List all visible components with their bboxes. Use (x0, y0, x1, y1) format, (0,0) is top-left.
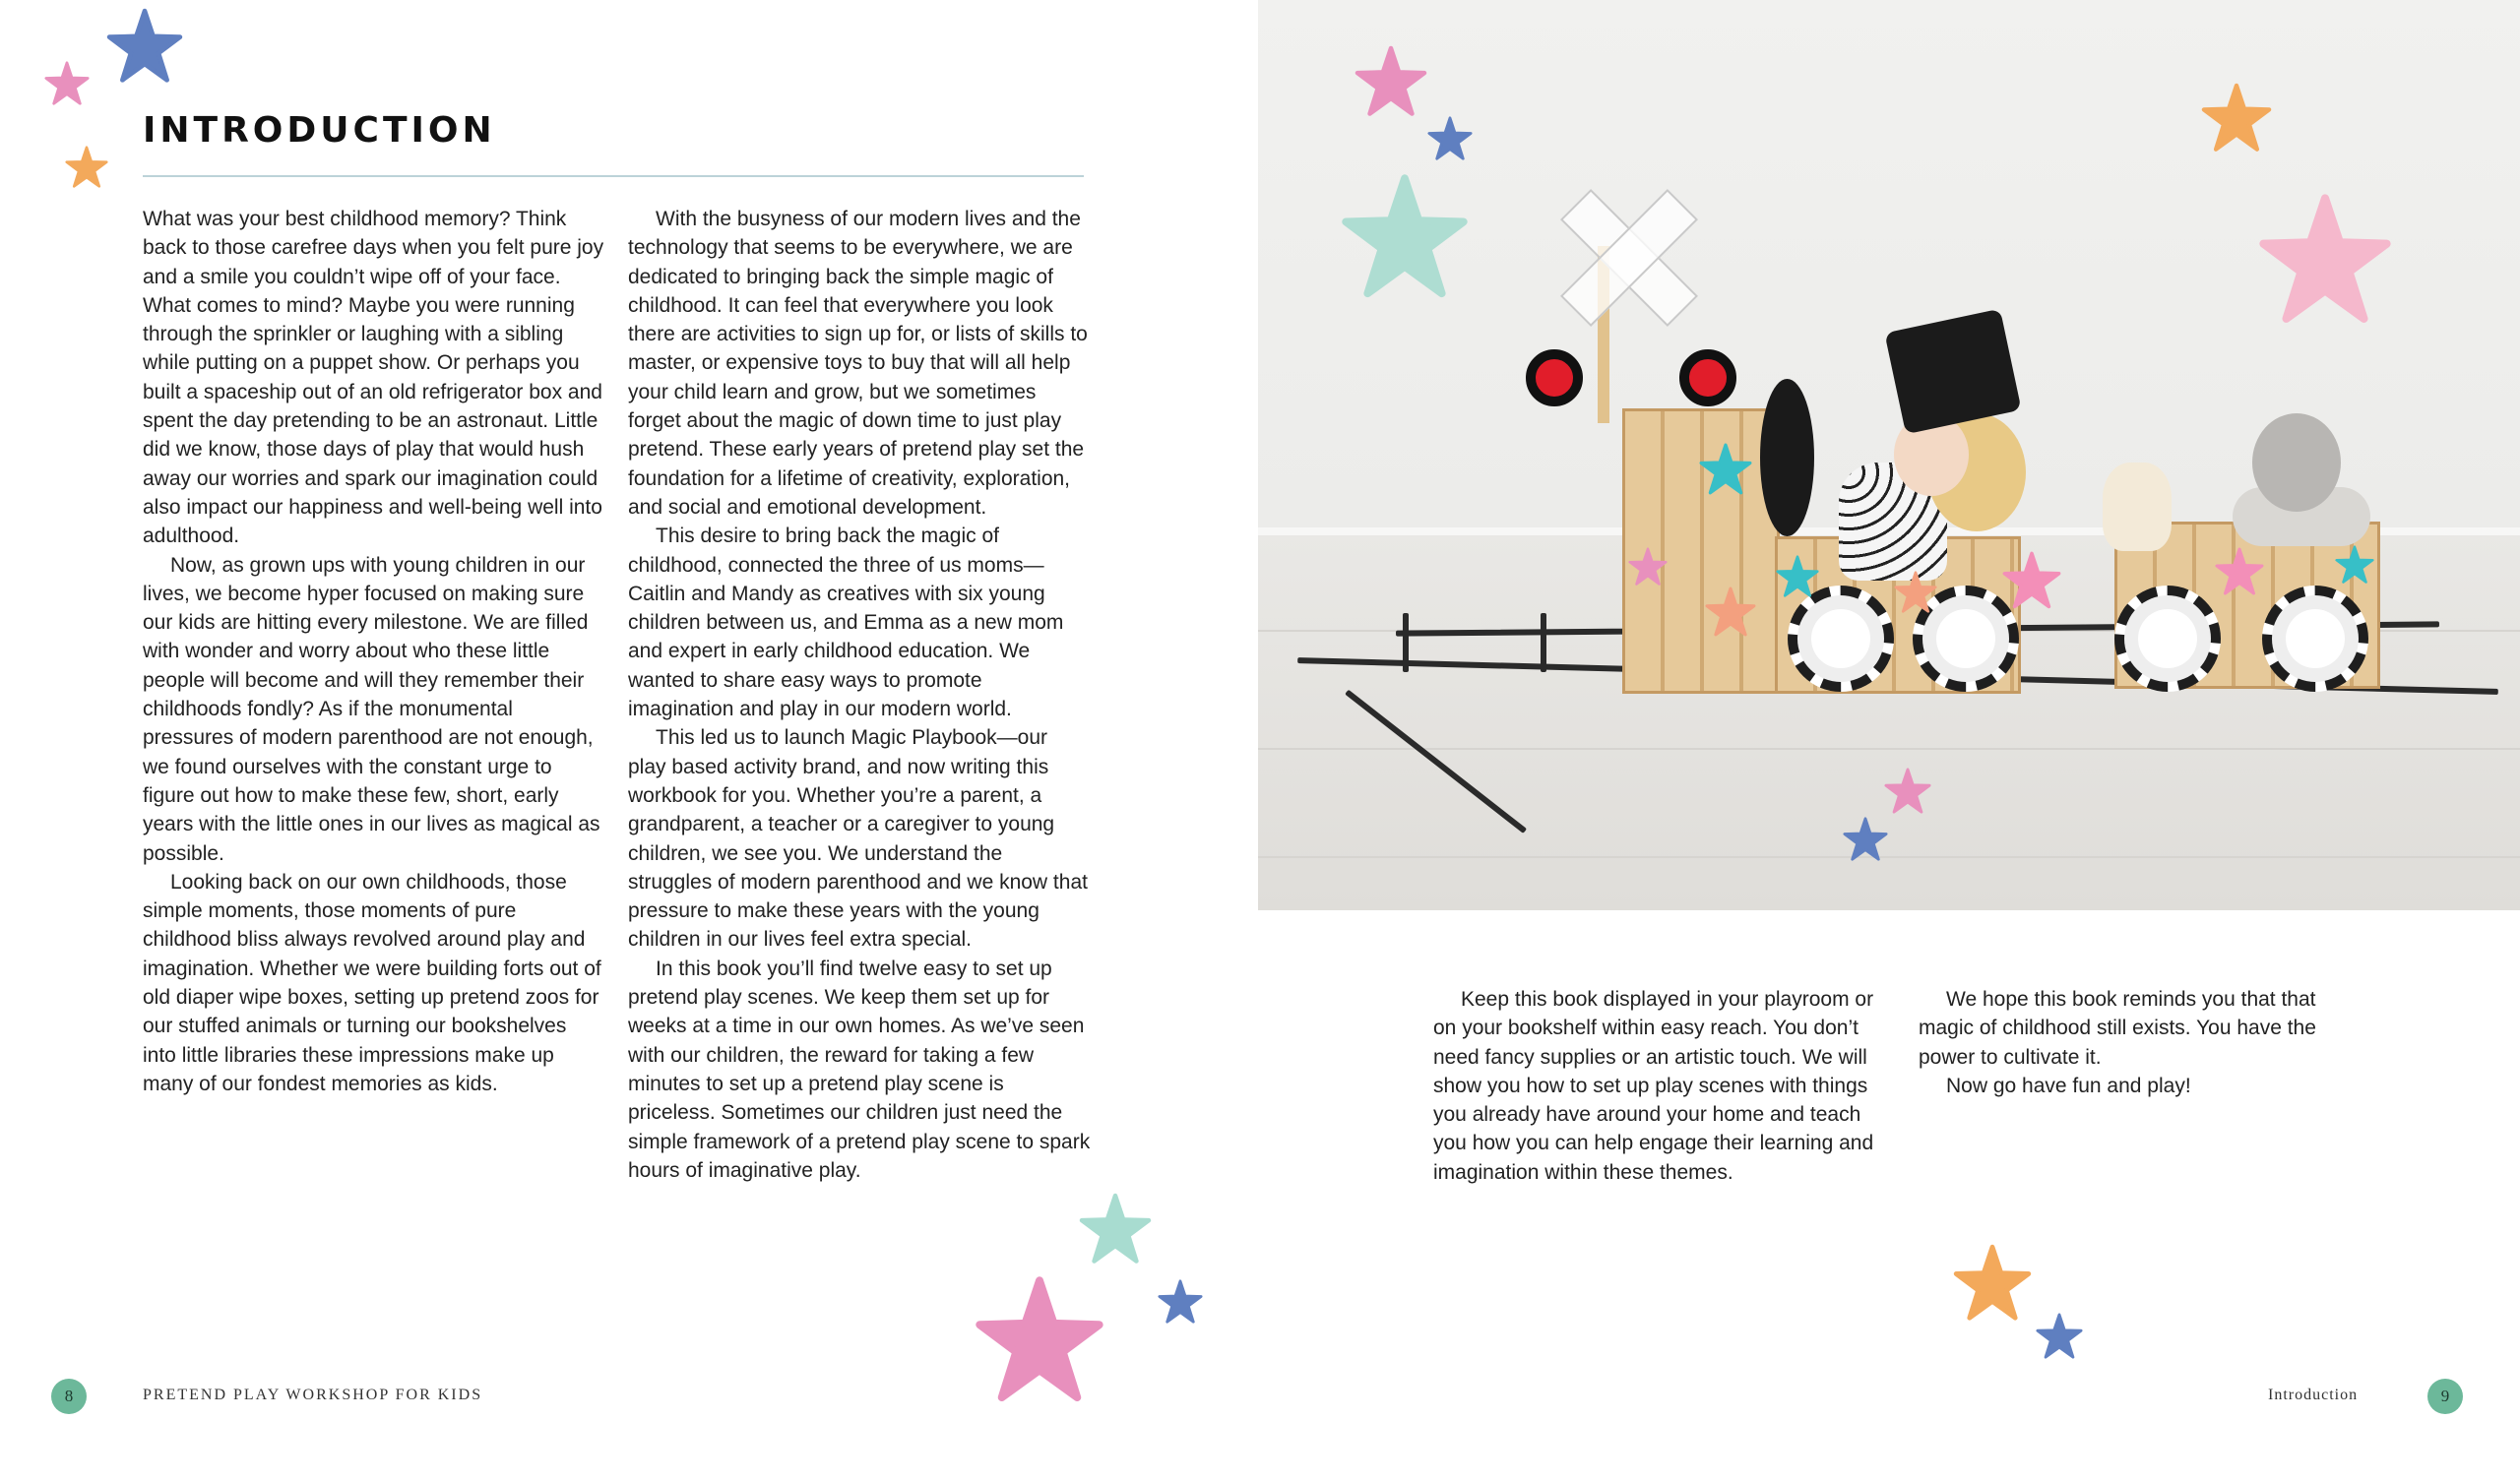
paragraph: What was your best childhood memory? Think back to those carefree days when you felt pure joy and a smile you couldn’t wipe off of your face. What comes to mind? Maybe you were running through the sprinkler or laughing with a sibling while putting on a puppet show. Or perhaps you built a spaceship out of an old refrigerator box and spent the day pretending to be an astronaut. Little did we know, those days of play that would hush away our worries and spark our imagination could also impact our happiness and well-being well into adulthood. (143, 208, 604, 548)
text-column-2 (628, 205, 1091, 1185)
toy-koala (2252, 413, 2341, 512)
star-icon (1953, 1244, 2032, 1323)
title-divider (143, 175, 1084, 177)
star-icon (1705, 587, 1756, 638)
steering-pan (1760, 379, 1814, 536)
text-column-1 (143, 205, 605, 1098)
star-icon (1158, 1279, 1203, 1325)
red-light (1679, 349, 1736, 406)
red-light (1526, 349, 1583, 406)
left-page (0, 0, 1258, 1482)
paragraph: Keep this book displayed in your playroom or on your bookshelf within easy reach. You don’t need fancy supplies or an artistic touch. We will show you how to set up play scenes with things you already have around your home and teach you how you can help engage their learning and imagination within these themes. (1433, 988, 1874, 1184)
page-title: INTRODUCTION (143, 110, 496, 151)
text-column-4 (1919, 985, 2352, 1100)
tape-sleeper (1541, 613, 1546, 672)
star-icon (2258, 193, 2392, 327)
running-footer-right: Introduction (2268, 1387, 2359, 1403)
star-icon (2002, 551, 2061, 610)
paragraph: This desire to bring back the magic of childhood, connected the three of us moms—Caitlin and Mandy as creatives with six young children between us, and Emma as a new mom and expert in early childhood education. We wanted to share easy ways to promote imagination and play in our modern world. (628, 525, 1064, 721)
star-icon (1699, 443, 1752, 496)
star-icon (1843, 817, 1888, 862)
paragraph: Now go have fun and play! (1946, 1074, 2191, 1097)
star-icon (1884, 768, 1931, 815)
page-number-badge: 8 (51, 1379, 87, 1414)
conductor-hat (1884, 309, 2021, 435)
paragraph: Now, as grown ups with young children in our lives, we become hyper focused on making sure our kids are hitting every milestone. We are filled with wonder and worry about who these little people will become and will they remember their childhoods fondly? As if the monumental pressures of modern parenthood are not enough, we found ourselves with the constant urge to figure out how to make these few, short, early years with the little ones in our lives as magical as possible. (143, 553, 600, 865)
page-number-badge-right: 9 (2427, 1379, 2463, 1414)
star-icon (65, 146, 108, 189)
star-icon (975, 1275, 1104, 1405)
floor-plank-line (1258, 748, 2520, 750)
running-footer: PRETEND PLAY WORKSHOP FOR KIDS (143, 1387, 483, 1403)
star-icon (2335, 545, 2374, 585)
star-icon (1079, 1193, 1152, 1266)
star-icon (1894, 571, 1937, 614)
plate-wheel (1788, 586, 1894, 692)
paragraph: We hope this book reminds you that that magic of childhood still exists. You have the power to cultivate it. (1919, 988, 2316, 1069)
toy-unicorn (2103, 463, 2172, 551)
paragraph: This led us to launch Magic Playbook—our play based activity brand, and now writing this workbook for you. Whether you’re a parent, a grandparent, a teacher or a caregiver to young children, we see you. We understand the struggles of modern parenthood and we know that pressure to make these years with the young children in our lives feel extra special. (628, 726, 1088, 952)
star-icon (1776, 555, 1819, 598)
star-icon (1427, 116, 1473, 161)
star-icon (1628, 547, 1668, 587)
star-icon (2036, 1313, 2083, 1360)
star-icon (1341, 173, 1469, 301)
tape-sleeper (1403, 613, 1409, 672)
plate-wheel (2114, 586, 2221, 692)
star-icon (44, 61, 90, 106)
star-icon (2201, 83, 2272, 154)
star-icon (2215, 547, 2264, 596)
floor-plank-line (1258, 856, 2520, 858)
star-icon (1354, 45, 1427, 118)
text-column-3 (1433, 985, 1896, 1187)
paragraph: Looking back on our own childhoods, those simple moments, those moments of pure childhood bliss always revolved around play and imagination. Whether we were building forts out of old diaper wipe boxes, setting up pretend zoos for our stuffed animals or turning our bookshelves into little libraries these impressions make up many of our fondest memories as kids. (143, 870, 601, 1095)
paragraph: In this book you’ll find twelve easy to set up pretend play scenes. We keep them set up for weeks at a time in our own homes. As we’ve seen with our children, the reward for taking a few minutes to set up a pretend play scene is priceless. Sometimes our children just need the simple framework of a pretend play scene to spark hours of imaginative play. (628, 957, 1091, 1182)
paragraph: With the busyness of our modern lives and the technology that seems to be everywhere, we are dedicated to bringing back the simple magic of childhood. It can feel that everywhere you look there are activities to sign up for, or lists of skills to master, or expensive toys to buy that will all help your child learn and grow, but we sometimes forget about the magic of down time to just play pretend. These early years of pretend play set the foundation for a lifetime of creativity, exploration, and social and emotional development. (628, 208, 1088, 519)
plate-wheel (2262, 586, 2368, 692)
star-icon (106, 8, 183, 85)
